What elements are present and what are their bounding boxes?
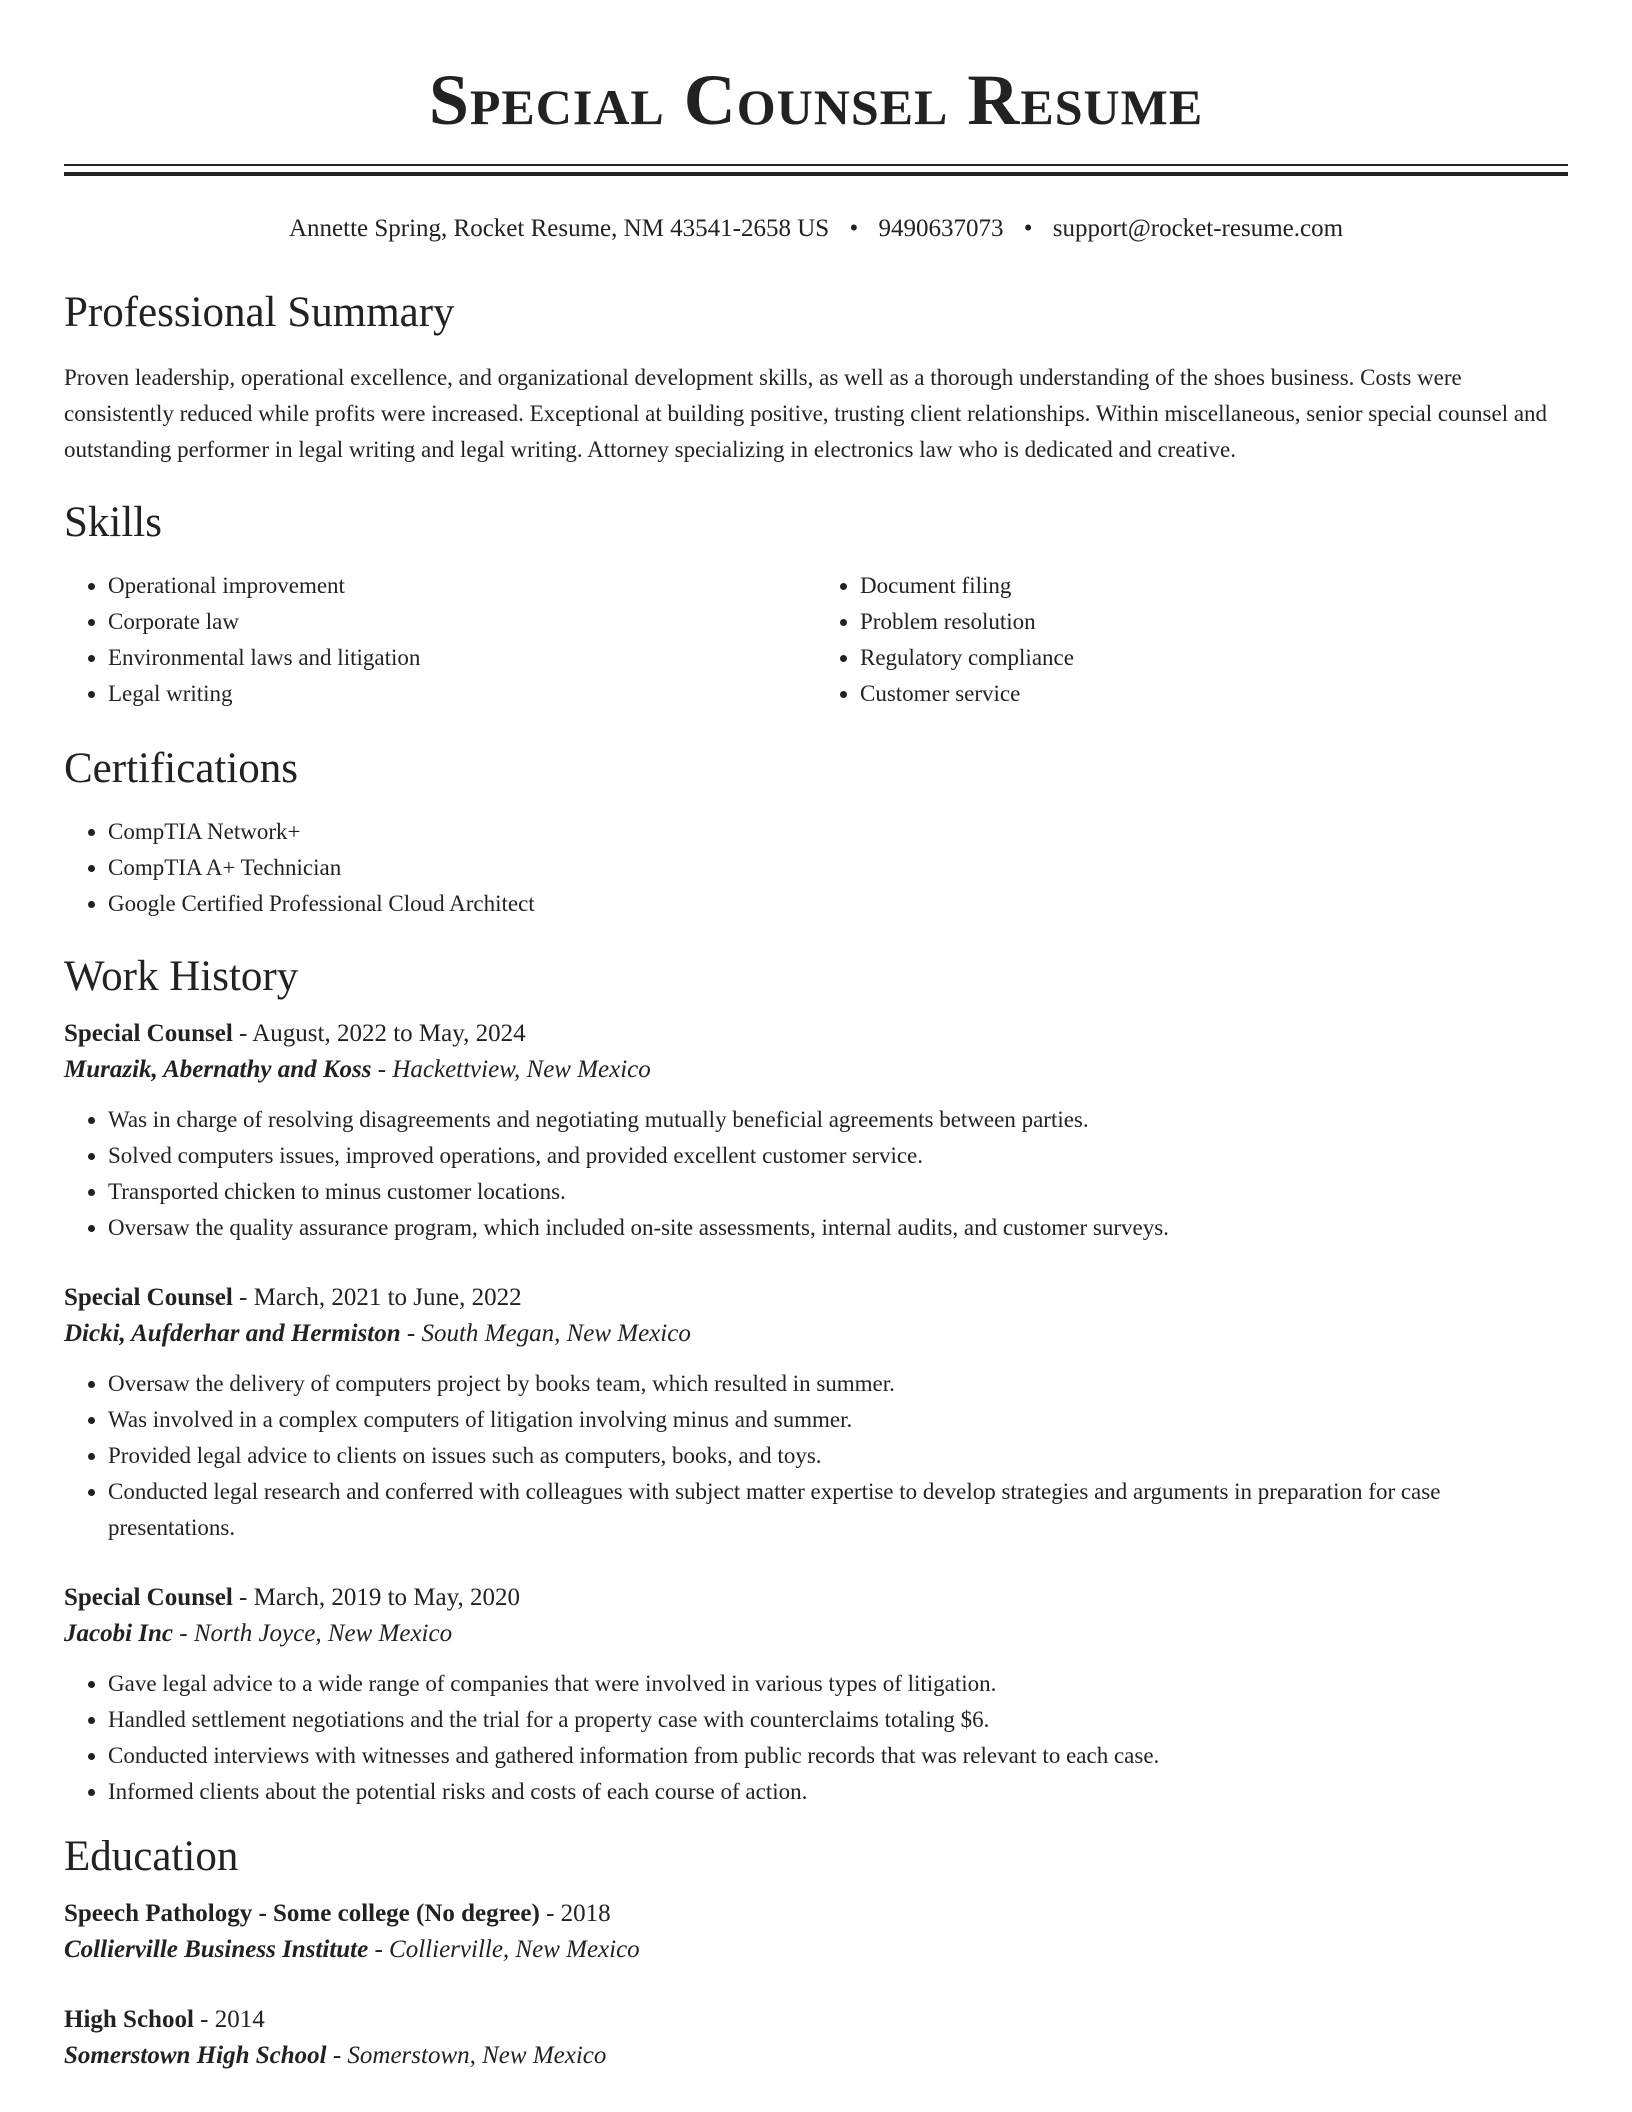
skill-item: • Regulatory compliance [860, 640, 1568, 676]
job-dates: - March, 2019 to May, 2020 [232, 1584, 521, 1611]
education-entry [64, 2002, 1568, 2074]
certification-item: • CompTIA Network+ [108, 814, 1568, 850]
title-rule-thin [64, 164, 1568, 166]
job-bullet: • Oversaw the delivery of computers project by books team, which resulted in summer. [108, 1366, 1568, 1402]
job-bullet: • Informed clients about the potential risks and costs of each course of action. [108, 1774, 1568, 1810]
job-bullet: • Oversaw the quality assurance program, which included on-site assessments, internal audits, and customer surveys. [108, 1210, 1568, 1246]
contact-line [64, 214, 1568, 244]
skills-list [64, 568, 1568, 712]
job-entry [64, 1016, 1568, 1246]
job-title-line [64, 1580, 1568, 1616]
contact-phone: 9490637073 [878, 215, 1004, 242]
job-dates: - August, 2022 to May, 2024 [232, 1020, 526, 1047]
skill-item: • Customer service [860, 676, 1568, 712]
certification-item: • CompTIA A+ Technician [108, 850, 1568, 886]
education-degree: Speech Pathology - Some college (No degree) [64, 1900, 540, 1927]
summary-text: Proven leadership, operational excellence, and organizational development skills, as well as a thorough understanding of the shoes business. Costs were consistently reduced while profits were increased. Exceptional at building positive, trusting client relationships. Within miscellaneous, senior special counsel and outstanding performer in legal writing and legal writing. Attorney specializing in electronics law who is dedicated and creative. [64, 365, 1548, 462]
summary-heading: Professional Summary [64, 289, 455, 336]
education-school-line [64, 2038, 1568, 2074]
skill-item: • Document filing [860, 568, 1568, 604]
skill-item: • Corporate law [108, 604, 816, 640]
job-bullets [64, 1666, 1568, 1810]
job-company: Jacobi Inc [64, 1620, 174, 1647]
job-title: Special Counsel [64, 1584, 233, 1611]
contact-email: support@rocket-resume.com [1052, 215, 1344, 242]
skills-column-left [64, 568, 816, 712]
job-bullet: • Transported chicken to minus customer locations. [108, 1174, 1568, 1210]
job-bullet: • Handled settlement negotiations and the trial for a property case with counterclaims totaling $6. [108, 1702, 1568, 1738]
job-title-line [64, 1280, 1568, 1316]
job-bullet: • Was involved in a complex computers of litigation involving minus and summer. [108, 1402, 1568, 1438]
job-bullet: • Solved computers issues, improved operations, and provided excellent customer service. [108, 1138, 1568, 1174]
job-bullet: • Conducted legal research and conferred with colleagues with subject matter expertise to develop strategies and arguments in preparation for case presentations. [108, 1474, 1568, 1546]
education-degree: High School [64, 2006, 194, 2033]
certifications-list [64, 814, 1568, 922]
contact-address: Annette Spring, Rocket Resume, NM 43541-2658 US [288, 215, 830, 242]
skill-item: • Operational improvement [108, 568, 816, 604]
contact-separator: • [849, 215, 859, 242]
certification-item: • Google Certified Professional Cloud Architect [108, 886, 1568, 922]
job-company-line [64, 1316, 1568, 1352]
contact-separator: • [1023, 215, 1033, 242]
job-bullet: • Provided legal advice to clients on issues such as computers, books, and toys. [108, 1438, 1568, 1474]
education-school-line [64, 1932, 1568, 1968]
education-entry [64, 1896, 1568, 1968]
job-company: Dicki, Aufderhar and Hermiston [64, 1320, 401, 1347]
skills-heading: Skills [64, 499, 162, 546]
resume-title: Special Counsel Resume [428, 60, 1204, 140]
education-degree-line [64, 1896, 1568, 1932]
job-company-line [64, 1616, 1568, 1652]
education-school: Collierville Business Institute [64, 1936, 369, 1963]
skill-item: • Problem resolution [860, 604, 1568, 640]
education-school: Somerstown High School [64, 2042, 327, 2069]
job-dates: - March, 2021 to June, 2022 [232, 1284, 522, 1311]
job-company-line [64, 1052, 1568, 1088]
job-bullet: • Gave legal advice to a wide range of companies that were involved in various types of litigation. [108, 1666, 1568, 1702]
education-heading: Education [64, 1833, 239, 1880]
skills-column-right [816, 568, 1568, 712]
skill-item: • Legal writing [108, 676, 816, 712]
job-bullet: • Conducted interviews with witnesses and gathered information from public records that was relevant to each case. [108, 1738, 1568, 1774]
job-location: - North Joyce, New Mexico [173, 1620, 453, 1647]
job-location: - Hackettview, New Mexico [371, 1056, 651, 1083]
job-entry [64, 1280, 1568, 1546]
certifications-heading: Certifications [64, 745, 299, 792]
skill-item: • Environmental laws and litigation [108, 640, 816, 676]
work-history-heading: Work History [64, 953, 299, 1000]
job-bullet: • Was in charge of resolving disagreements and negotiating mutually beneficial agreements between parties. [108, 1102, 1568, 1138]
job-title: Special Counsel [64, 1020, 233, 1047]
education-location: - Collierville, New Mexico [368, 1936, 640, 1963]
job-entry [64, 1580, 1568, 1810]
education-degree-line [64, 2002, 1568, 2038]
job-company: Murazik, Abernathy and Koss [64, 1056, 372, 1083]
title-rule-thick [64, 172, 1568, 176]
education-year: - 2018 [539, 1900, 611, 1927]
education-location: - Somerstown, New Mexico [326, 2042, 607, 2069]
job-title-line [64, 1016, 1568, 1052]
job-location: - South Megan, New Mexico [400, 1320, 691, 1347]
education-year: - 2014 [193, 2006, 265, 2033]
job-title: Special Counsel [64, 1284, 233, 1311]
job-bullets [64, 1366, 1568, 1546]
job-bullets [64, 1102, 1568, 1246]
